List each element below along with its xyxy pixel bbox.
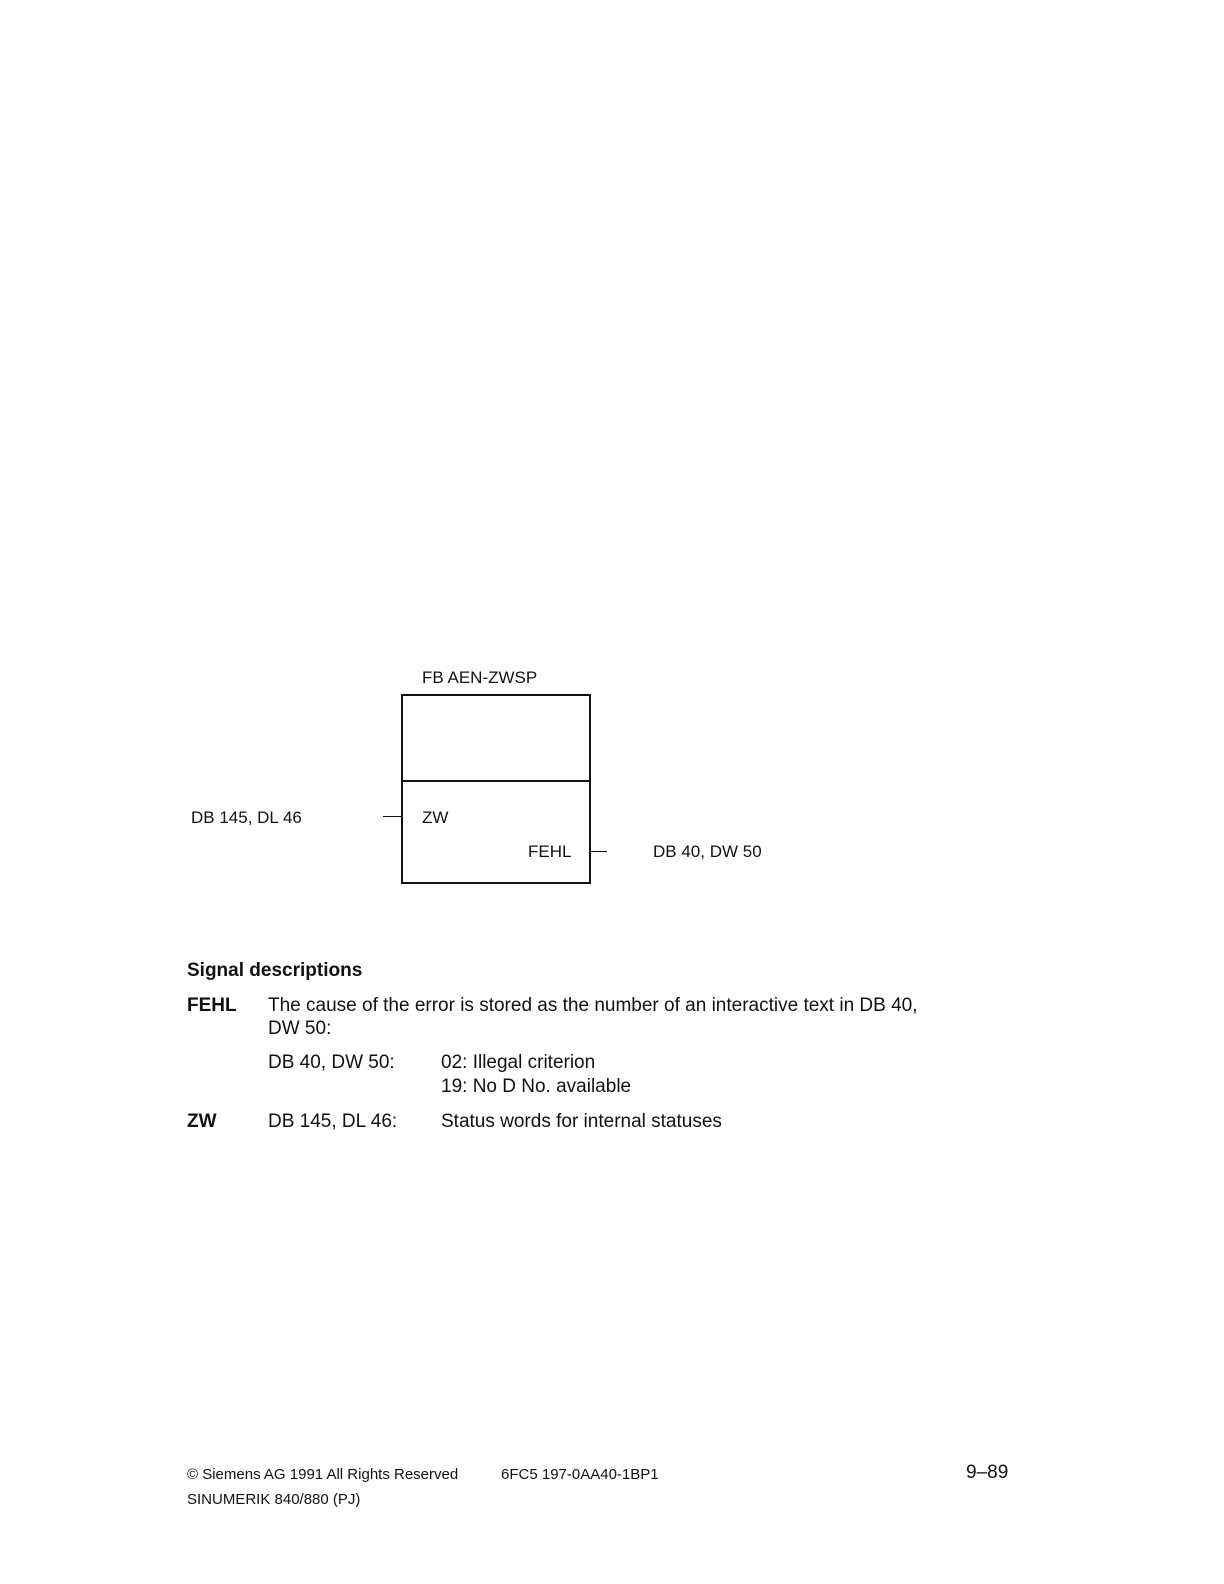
signal-name-fehl: FEHL [187,995,237,1016]
fehl-value-19: 19: No D No. available [441,1076,632,1097]
fehl-description-line2: DW 50: [268,1018,332,1039]
block-title: FB AEN-ZWSP [422,668,538,687]
product-name: SINUMERIK 840/880 (PJ) [187,1491,361,1508]
fehl-value-02: 02: Illegal criterion [441,1052,596,1073]
output-connector-line [591,851,607,852]
fehl-description-line1: The cause of the error is stored as the number of an interactive text in DB 40, [268,995,918,1016]
fehl-address: DB 40, DW 50: [268,1052,395,1073]
block-header-area [401,694,591,782]
page-number: 9–89 [966,1462,1009,1483]
input-connector-line [383,816,401,817]
input-param-label: ZW [422,808,449,827]
input-source-label: DB 145, DL 46 [191,808,302,827]
output-target-label: DB 40, DW 50 [653,842,762,861]
order-number: 6FC5 197-0AA40-1BP1 [501,1466,659,1483]
output-param-label: FEHL [528,842,572,861]
signal-name-zw: ZW [187,1111,217,1132]
block-parameter-area [401,780,591,884]
zw-address: DB 145, DL 46: [268,1111,398,1132]
copyright: © Siemens AG 1991 All Rights Reserved [187,1466,459,1483]
zw-description: Status words for internal statuses [441,1111,722,1132]
section-heading: Signal descriptions [187,960,363,981]
